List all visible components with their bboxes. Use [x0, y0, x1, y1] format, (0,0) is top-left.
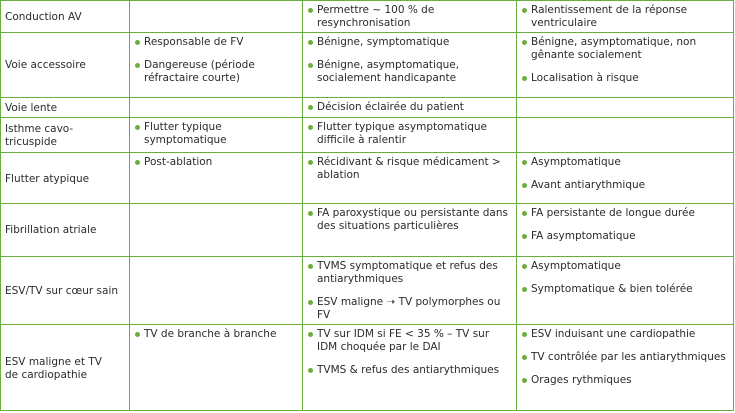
row-label: Conduction AV	[1, 1, 130, 33]
cell	[517, 204, 734, 256]
list-item: Symptomatique & bien tolérée	[521, 283, 729, 296]
list-item: TVMS & refus des antiarythmiques	[307, 364, 512, 377]
cell	[517, 32, 734, 97]
list-item: ESV maligne ➝ TV polymorphes ou FV	[307, 296, 512, 322]
row-label: Voie lente	[1, 98, 130, 117]
cell	[130, 153, 303, 204]
list-item: Dangereuse (période réfractaire courte)	[134, 59, 298, 85]
cell	[303, 153, 517, 204]
table-row	[1, 1, 734, 33]
row-label: Fibrillation atriale	[1, 204, 130, 256]
list-item: ESV induisant une cardiopathie	[521, 328, 729, 341]
list-item: TVMS symptomatique et refus des antiarythmiques	[307, 260, 512, 286]
cell	[303, 256, 517, 325]
list-item: Flutter typique symptomatique	[134, 121, 298, 147]
list-item: Ralentissement de la réponse ventriculaire	[521, 4, 729, 30]
list-item: Permettre ~ 100 % de resynchronisation	[307, 4, 512, 30]
cell	[130, 32, 303, 97]
list-item: Récidivant & risque médicament > ablation	[307, 156, 512, 182]
list-item: Bénigne, asymptomatique, non gênante socialement	[521, 36, 729, 62]
cell	[303, 32, 517, 97]
cell	[303, 204, 517, 256]
list-item: Asymptomatique	[521, 260, 729, 273]
row-label: ESV maligne et TV de cardiopathie	[1, 325, 130, 411]
row-label: Flutter atypique	[1, 153, 130, 204]
cell	[303, 117, 517, 153]
row-label: Isthme cavo-tricuspide	[1, 117, 130, 153]
list-item: TV contrôlée par les antiarythmiques	[521, 351, 729, 364]
list-item: Décision éclairée du patient	[307, 101, 512, 114]
list-item: Post-ablation	[134, 156, 298, 169]
cell	[303, 325, 517, 411]
list-item: Responsable de FV	[134, 36, 298, 49]
table-row	[1, 153, 734, 204]
cell	[130, 98, 303, 117]
cell	[517, 1, 734, 33]
list-item: FA persistante de longue durée	[521, 207, 729, 220]
list-item: FA paroxystique ou persistante dans des situations particulières	[307, 207, 512, 233]
list-item: Bénigne, asymptomatique, socialement handicapante	[307, 59, 512, 85]
table-row	[1, 32, 734, 97]
list-item: Bénigne, symptomatique	[307, 36, 512, 49]
list-item: TV de branche à branche	[134, 328, 298, 341]
cell	[303, 1, 517, 33]
list-item: Avant antiarythmique	[521, 179, 729, 192]
cell	[130, 256, 303, 325]
list-item: FA asymptomatique	[521, 230, 729, 243]
list-item: Asymptomatique	[521, 156, 729, 169]
list-item: Localisation à risque	[521, 72, 729, 85]
cell	[130, 204, 303, 256]
cell	[130, 325, 303, 411]
cell	[517, 117, 734, 153]
table-row	[1, 325, 734, 411]
table-row	[1, 98, 734, 117]
row-label: Voie accessoire	[1, 32, 130, 97]
cell	[130, 1, 303, 33]
cell	[130, 117, 303, 153]
table-row	[1, 117, 734, 153]
list-item: Orages rythmiques	[521, 374, 729, 387]
table-row	[1, 204, 734, 256]
row-label: ESV/TV sur cœur sain	[1, 256, 130, 325]
list-item: Flutter typique asymptomatique difficile à ralentir	[307, 121, 512, 147]
list-item: TV sur IDM si FE < 35 % – TV sur IDM choquée par le DAI	[307, 328, 512, 354]
cell	[303, 98, 517, 117]
cell	[517, 256, 734, 325]
cell	[517, 153, 734, 204]
cell	[517, 325, 734, 411]
table-row	[1, 256, 734, 325]
cell	[517, 98, 734, 117]
